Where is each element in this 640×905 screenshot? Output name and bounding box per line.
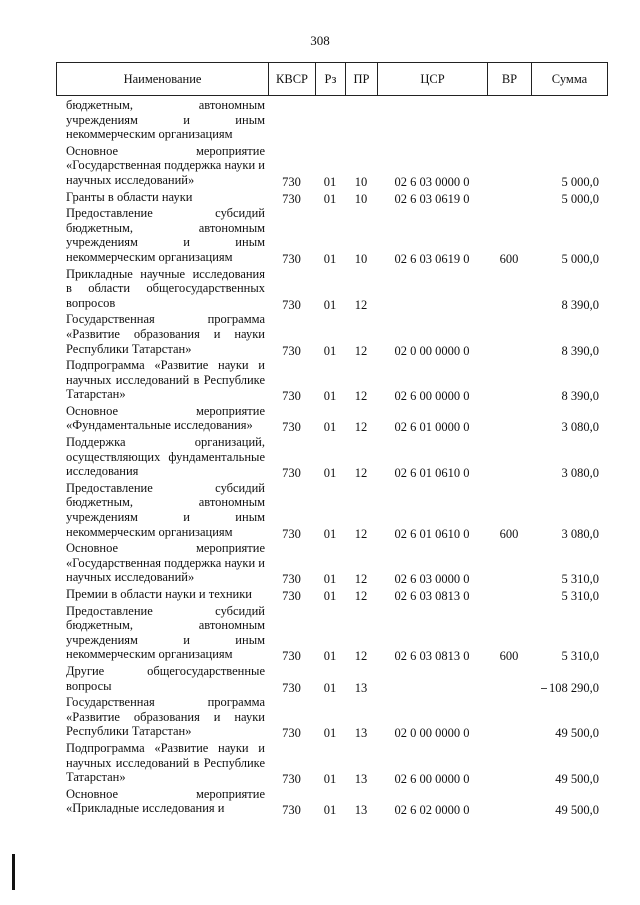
cell-rz (315, 98, 345, 144)
cell-pr: 12 (354, 649, 368, 664)
cell-name: Прикладные научные исследования в области общегосударственных вопросов (66, 266, 265, 310)
budget-table (56, 98, 607, 818)
cell-sum: 108 290,0 (549, 680, 599, 695)
cell-sum: 8 390,0 (561, 389, 599, 404)
cell-vr: 600 (499, 649, 519, 664)
table-row (56, 481, 607, 541)
cell-csr: 02 6 02 0000 0 (394, 803, 470, 818)
cell-csr (377, 98, 487, 144)
cell-csr: 02 6 03 0813 0 (394, 589, 470, 603)
cell-rz: 01 (323, 589, 337, 603)
cell-csr: 02 0 00 0000 0 (394, 726, 470, 741)
column-header-vr: ВР (488, 63, 532, 96)
cell-pr: 13 (354, 772, 368, 787)
table-row (56, 664, 607, 695)
table-row (56, 98, 607, 144)
cell-csr: 02 6 03 0619 0 (394, 251, 470, 266)
cell-sum: 5 000,0 (561, 174, 599, 189)
table-row (56, 695, 607, 741)
cell-pr: 12 (354, 389, 368, 404)
cell-vr (487, 787, 531, 818)
cell-name: Предоставление субсидий бюджетным, автономным учреждениям и иным некоммерческим организациям (66, 603, 265, 662)
cell-kvsr: 730 (282, 572, 301, 587)
column-header-kvsr: КВСР (269, 63, 316, 96)
cell-sum: 5 310,0 (561, 589, 599, 603)
cell-kvsr: 730 (282, 174, 301, 189)
cell-name: Гранты в области науки (66, 189, 193, 204)
cell-sum: 5 000,0 (561, 191, 599, 206)
cell-rz: 01 (323, 420, 337, 435)
cell-kvsr: 730 (282, 726, 301, 741)
cell-rz: 01 (323, 572, 337, 587)
cell-csr: 02 6 01 0000 0 (394, 420, 470, 435)
scan-margin-mark (12, 854, 15, 890)
cell-name: Премии в области науки и техники (66, 587, 252, 601)
cell-pr: 12 (354, 466, 368, 481)
cell-sum: 3 080,0 (561, 526, 599, 541)
cell-rz: 01 (323, 649, 337, 664)
cell-rz: 01 (323, 389, 337, 404)
cell-rz: 01 (323, 803, 337, 818)
page-number: 308 (310, 33, 330, 48)
cell-kvsr: 730 (282, 772, 301, 787)
cell-kvsr: 730 (282, 191, 301, 206)
cell-csr (377, 267, 487, 313)
cell-csr: 02 6 03 0000 0 (394, 572, 470, 587)
cell-vr (487, 358, 531, 404)
column-header-pr: ПР (346, 63, 378, 96)
cell-name: Предоставление субсидий бюджетным, автономным учреждениям и иным некоммерческим организациям (66, 206, 265, 264)
cell-rz: 01 (323, 343, 337, 358)
table-row (56, 404, 607, 435)
cell-kvsr: 730 (282, 343, 301, 358)
cell-name: бюджетным, автономным учреждениям и иным некоммерческим организациям (66, 98, 265, 142)
cell-sum (531, 98, 607, 144)
cell-vr (487, 404, 531, 435)
cell-kvsr (268, 98, 315, 144)
cell-rz: 01 (323, 466, 337, 481)
cell-vr (487, 435, 531, 481)
cell-kvsr: 730 (282, 466, 301, 481)
cell-rz: 01 (323, 526, 337, 541)
column-header-sum: Сумма (532, 63, 608, 96)
cell-sum: 8 390,0 (561, 297, 599, 312)
cell-name: Другие общегосударственные вопросы (66, 663, 265, 693)
cell-vr (487, 267, 531, 313)
cell-kvsr: 730 (282, 680, 301, 695)
table-row (56, 435, 607, 481)
cell-sum: 5 310,0 (561, 649, 599, 664)
column-header-name: Наименование (57, 63, 269, 96)
cell-pr: 12 (354, 572, 368, 587)
cell-pr: 12 (354, 420, 368, 435)
cell-pr: 13 (354, 803, 368, 818)
table-row (56, 741, 607, 787)
cell-csr: 02 0 00 0000 0 (394, 343, 470, 358)
cell-rz: 01 (323, 297, 337, 312)
cell-pr (345, 98, 377, 144)
cell-vr (487, 541, 531, 587)
cell-vr (487, 144, 531, 190)
cell-name: Подпрограмма «Развитие науки и научных исследований в Республике Татарстан» (66, 358, 265, 402)
table-row (56, 604, 607, 664)
cell-name: Подпрограмма «Развитие науки и научных исследований в Республике Татарстан» (66, 740, 265, 785)
cell-kvsr: 730 (282, 420, 301, 435)
cell-vr (487, 312, 531, 358)
cell-name: Государственная программа «Развитие образования и науки Республики Татарстан» (66, 312, 265, 356)
table-row (56, 587, 607, 604)
cell-vr (487, 741, 531, 787)
cell-pr: 13 (354, 726, 368, 741)
table-row (56, 312, 607, 358)
table-row (56, 787, 607, 818)
cell-name: Основное мероприятие «Государственная поддержка науки и научных исследований» (66, 143, 265, 187)
cell-sum: 5 000,0 (561, 251, 599, 266)
cell-pr: 10 (354, 191, 368, 206)
cell-kvsr: 730 (282, 297, 301, 312)
cell-name: Основное мероприятие «Государственная поддержка науки и научных исследований» (66, 541, 265, 585)
cell-csr: 02 6 01 0610 0 (394, 526, 470, 541)
cell-pr: 12 (354, 297, 368, 312)
cell-kvsr: 730 (282, 589, 301, 603)
cell-sum: 3 080,0 (561, 466, 599, 481)
cell-csr: 02 6 03 0813 0 (394, 649, 470, 664)
cell-vr: 600 (499, 526, 519, 541)
cell-csr: 02 6 03 0000 0 (394, 174, 470, 189)
cell-pr: 12 (354, 589, 368, 603)
cell-kvsr: 730 (282, 803, 301, 818)
cell-vr (487, 695, 531, 741)
cell-sum: 49 500,0 (555, 726, 599, 741)
cell-pr: 10 (354, 174, 368, 189)
cell-vr (487, 98, 531, 144)
table-row (56, 541, 607, 587)
table-row (56, 206, 607, 266)
cell-name: Государственная программа «Развитие образования и науки Республики Татарстан» (66, 695, 265, 739)
column-header-rz: Рз (316, 63, 346, 96)
pen-mark (541, 688, 547, 689)
cell-csr: 02 6 00 0000 0 (394, 389, 470, 404)
table-header (56, 62, 608, 96)
column-header-csr: ЦСР (378, 63, 488, 96)
cell-rz: 01 (323, 191, 337, 206)
cell-pr: 10 (354, 251, 368, 266)
cell-vr (487, 190, 531, 207)
cell-pr: 12 (354, 526, 368, 541)
cell-name: Основное мероприятие «Фундаментальные исследования» (66, 403, 265, 433)
cell-csr (377, 664, 487, 695)
cell-pr: 12 (354, 343, 368, 358)
cell-csr: 02 6 01 0610 0 (394, 466, 470, 481)
cell-csr: 02 6 03 0619 0 (394, 191, 470, 206)
cell-rz: 01 (323, 772, 337, 787)
table-body (56, 98, 607, 818)
table-row (56, 358, 607, 404)
cell-vr: 600 (499, 251, 519, 266)
cell-sum: 49 500,0 (555, 772, 599, 787)
cell-rz: 01 (323, 680, 337, 695)
cell-name: Основное мероприятие «Прикладные исследования и (66, 786, 265, 816)
cell-sum: 8 390,0 (561, 343, 599, 358)
cell-sum: 49 500,0 (555, 803, 599, 818)
cell-rz: 01 (323, 726, 337, 741)
cell-vr (487, 587, 531, 604)
cell-vr (487, 664, 531, 695)
cell-name: Поддержка организаций, осуществляющих фундаментальные исследования (66, 435, 265, 479)
cell-csr: 02 6 00 0000 0 (394, 772, 470, 787)
cell-rz: 01 (323, 174, 337, 189)
cell-sum: 5 310,0 (561, 572, 599, 587)
cell-name: Предоставление субсидий бюджетным, автономным учреждениям и иным некоммерческим организациям (66, 480, 265, 539)
cell-kvsr: 730 (282, 389, 301, 404)
cell-rz: 01 (323, 251, 337, 266)
cell-kvsr: 730 (282, 649, 301, 664)
cell-sum: 3 080,0 (561, 420, 599, 435)
table-row (56, 267, 607, 313)
table-row (56, 190, 607, 207)
cell-kvsr: 730 (282, 526, 301, 541)
cell-pr: 13 (354, 680, 368, 695)
cell-kvsr: 730 (282, 251, 301, 266)
table-row (56, 144, 607, 190)
